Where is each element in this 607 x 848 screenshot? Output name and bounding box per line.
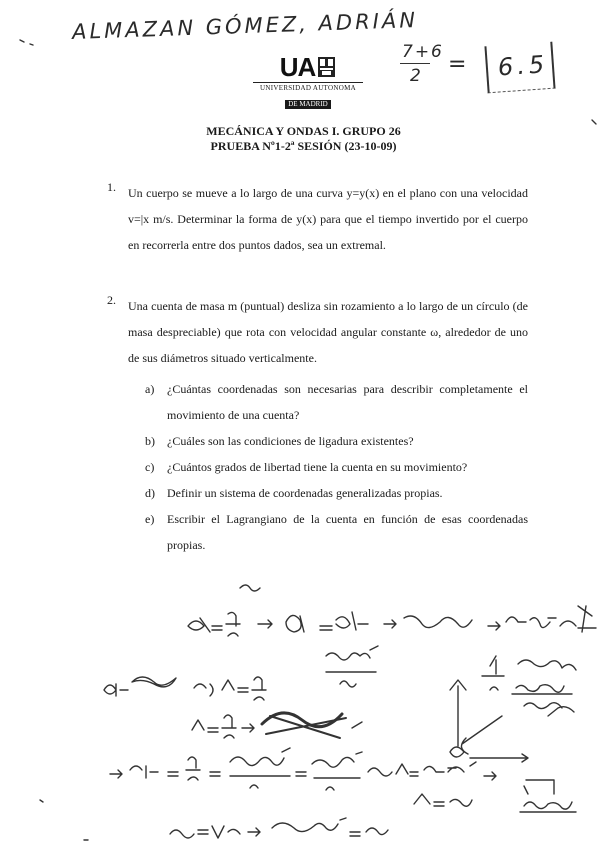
course-title: MECÁNICA Y ONDAS I. GRUPO 26 bbox=[206, 124, 401, 138]
subitem-text: Escribir el Lagrangiano de la cuenta en función de esas coordenadas propias. bbox=[167, 512, 528, 552]
grade-value: 6.5 bbox=[496, 50, 549, 82]
problem-2-text: Una cuenta de masa m (puntual) desliza sin rozamiento a lo largo de un círculo (de masa despreciable) que rota con velocidad angular constante ω, alrededor de uno de sus diámetros situado verticalmente. bbox=[128, 299, 528, 365]
grade-equals: = bbox=[448, 52, 469, 77]
subitem-text: ¿Cuáles son las condiciones de ligadura existentes? bbox=[167, 434, 414, 448]
student-name: ALMAZAN GÓMEZ, ADRIÁN bbox=[71, 7, 419, 45]
grade-denominator: 2 bbox=[410, 66, 423, 86]
subitem-label: d) bbox=[145, 486, 155, 500]
grade-numerator: 7+6 bbox=[402, 42, 444, 62]
subitem-label: b) bbox=[145, 434, 155, 448]
session-title: PRUEBA Nº1-2ª SESIÓN (23-10-09) bbox=[210, 139, 397, 153]
logo-line2: DE MADRID bbox=[285, 100, 330, 109]
logo-letters: UA bbox=[279, 52, 316, 82]
problem-1-number: 1. bbox=[107, 180, 116, 194]
logo-line1: UNIVERSIDAD AUTONOMA bbox=[260, 84, 356, 92]
problem-1-text: Un cuerpo se mueve a lo largo de una curva y=y(x) en el plano con una velocidad v=|x m/s. Determinar la forma de y(x) para que el tiempo invertido por el cuerpo en recorrerla entre dos puntos dados, sea un extremal. bbox=[128, 186, 528, 252]
subitem-label: c) bbox=[145, 460, 155, 474]
subitem-text: ¿Cuántas coordenadas son necesarias para describir completamente el movimiento de una cuenta? bbox=[167, 382, 528, 422]
subitem-text: ¿Cuántos grados de libertad tiene la cuenta en su movimiento? bbox=[167, 460, 468, 474]
subitem-text: Definir un sistema de coordenadas generalizadas propias. bbox=[167, 486, 443, 500]
subitem-label: e) bbox=[145, 512, 155, 526]
subitem-label: a) bbox=[145, 382, 155, 396]
problem-2-number: 2. bbox=[107, 293, 116, 307]
